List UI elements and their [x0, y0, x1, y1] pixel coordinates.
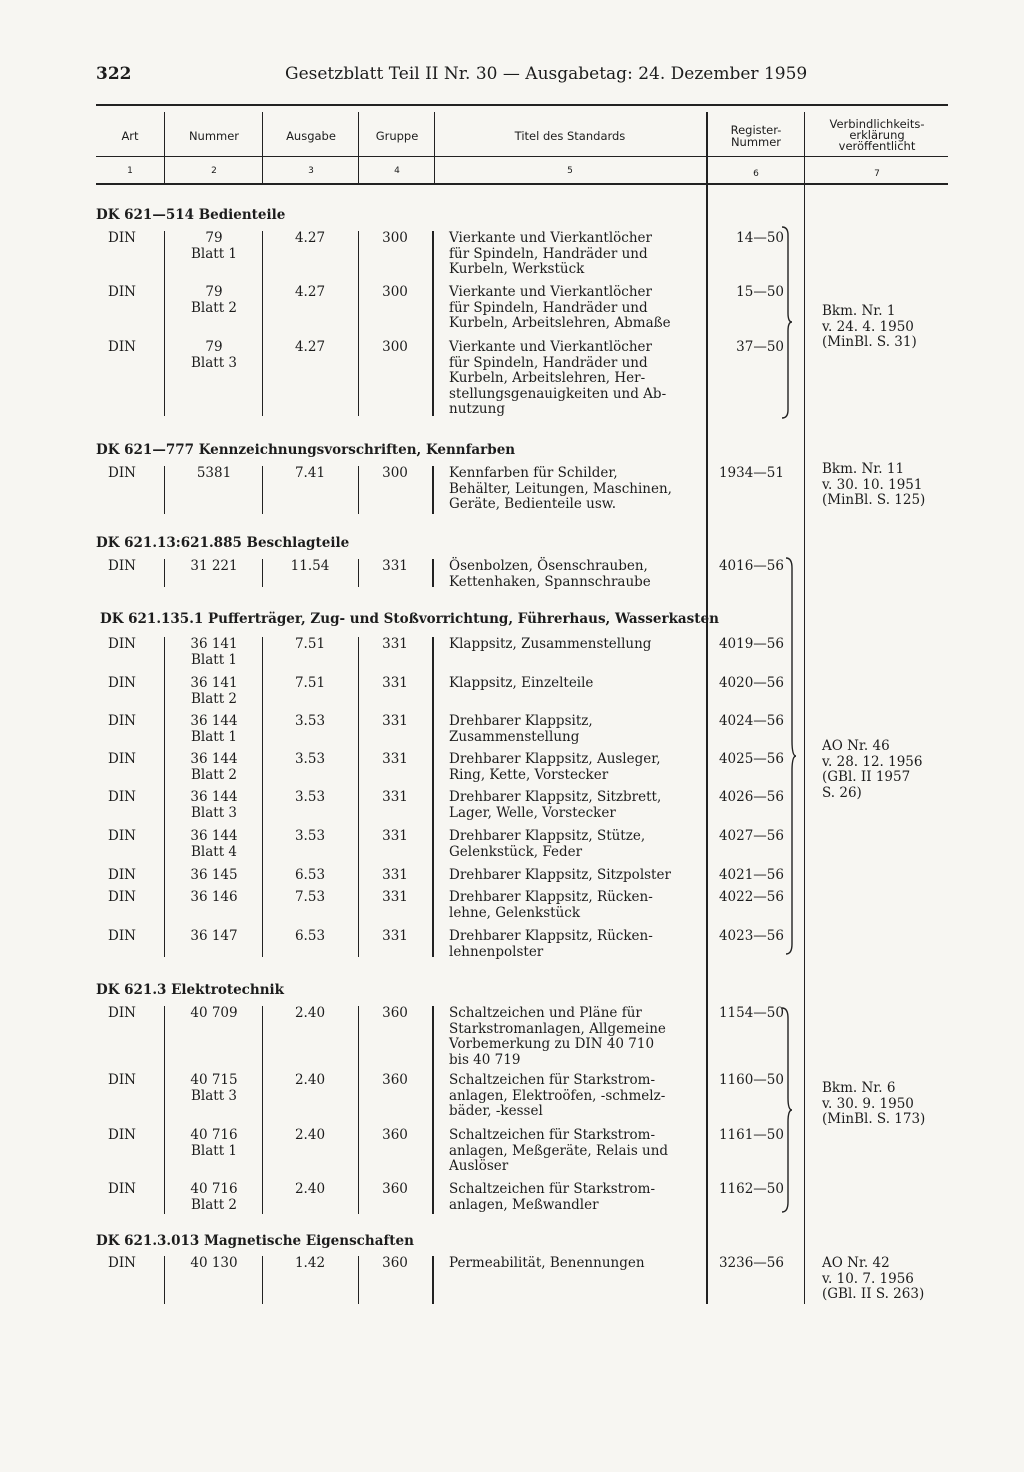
cell-titel: Drehbarer Klappsitz, Stütze, Gelenkstück, Feder	[449, 828, 646, 860]
cell-art: DIN	[108, 1072, 136, 1088]
cell-titel: Schaltzeichen für Starkstrom- anlagen, Elektroöfen, -schmelz- bäder, -kessel	[449, 1072, 666, 1119]
cell-register: 14—50	[736, 230, 784, 246]
column-divider-verbindlich	[804, 112, 805, 1304]
cell-ausgabe: 7.41	[294, 465, 326, 481]
cell-register: 3236—56	[718, 1255, 784, 1271]
cell-ausgabe: 3.53	[294, 713, 326, 729]
brace-group-elektrotechnik	[780, 1006, 794, 1216]
cell-rule	[432, 559, 434, 587]
cell-ausgabe: 3.53	[294, 751, 326, 767]
cell-register: 4016—56	[718, 558, 784, 574]
cell-art: DIN	[108, 636, 136, 652]
section-heading: DK 621—777 Kennzeichnungsvorschriften, Kennfarben	[96, 442, 516, 458]
cell-art: DIN	[108, 558, 136, 574]
cell-titel: Drehbarer Klappsitz, Ausleger, Ring, Kette, Vorstecker	[449, 751, 661, 783]
cell-rule	[432, 466, 434, 514]
cell-ausgabe: 6.53	[294, 928, 326, 944]
cell-register: 1161—50	[718, 1127, 784, 1143]
cell-gruppe: 331	[382, 828, 408, 844]
cell-titel: Vierkante und Vierkantlöcher für Spindeln, Handräder und Kurbeln, Werkstück	[449, 230, 652, 277]
cell-titel: Drehbarer Klappsitz, Sitzpolster	[449, 867, 671, 883]
cell-nummer: 36 146	[190, 889, 238, 905]
cell-ausgabe: 7.51	[294, 636, 326, 652]
cell-rule	[164, 231, 165, 416]
cell-nummer: 36 144 Blatt 2	[190, 751, 238, 783]
col-number-4: 4	[394, 166, 400, 176]
brace-group-bedienteile	[780, 225, 794, 420]
cell-rule	[164, 559, 165, 587]
col-header-register: Register- Nummer	[730, 123, 782, 149]
col-number-2: 2	[211, 166, 217, 176]
cell-register: 4023—56	[718, 928, 784, 944]
cell-nummer: 36 144 Blatt 4	[190, 828, 238, 860]
cell-register: 1162—50	[718, 1181, 784, 1197]
cell-ausgabe: 6.53	[294, 867, 326, 883]
col-number-3: 3	[308, 166, 314, 176]
col-number-5: 5	[567, 166, 573, 176]
header-divider	[164, 112, 165, 184]
cell-titel: Vierkante und Vierkantlöcher für Spindeln, Handräder und Kurbeln, Arbeitslehren, Abmaße	[449, 284, 671, 331]
section-heading: DK 621.3 Elektrotechnik	[96, 982, 284, 998]
cell-gruppe: 300	[382, 465, 408, 481]
cell-rule	[164, 1256, 165, 1304]
cell-art: DIN	[108, 1255, 136, 1271]
cell-gruppe: 331	[382, 558, 408, 574]
cell-gruppe: 300	[382, 284, 408, 300]
cell-gruppe: 300	[382, 230, 408, 246]
cell-ausgabe: 3.53	[294, 789, 326, 805]
cell-nummer: 5381	[196, 465, 232, 481]
col-header-nummer: Nummer	[188, 129, 240, 143]
cell-gruppe: 331	[382, 867, 408, 883]
cell-art: DIN	[108, 751, 136, 767]
cell-titel: Klappsitz, Zusammenstellung	[449, 636, 652, 652]
cell-register: 1160—50	[718, 1072, 784, 1088]
cell-nummer: 79 Blatt 2	[190, 284, 238, 316]
cell-art: DIN	[108, 1005, 136, 1021]
cell-art: DIN	[108, 675, 136, 691]
cell-nummer: 36 141 Blatt 2	[190, 675, 238, 707]
cell-register: 4022—56	[718, 889, 784, 905]
cell-ausgabe: 2.40	[294, 1072, 326, 1088]
cell-gruppe: 360	[382, 1255, 408, 1271]
column-number-rule	[96, 183, 948, 185]
cell-ausgabe: 11.54	[290, 558, 330, 574]
col-header-ausgabe: Ausgabe	[286, 129, 336, 143]
cell-rule	[164, 466, 165, 514]
cell-ausgabe: 2.40	[294, 1181, 326, 1197]
cell-gruppe: 331	[382, 636, 408, 652]
verbindlich-note: AO Nr. 46 v. 28. 12. 1956 (GBl. II 1957 S. 26)	[822, 738, 923, 801]
cell-register: 4025—56	[718, 751, 784, 767]
cell-art: DIN	[108, 889, 136, 905]
cell-nummer: 40 709	[190, 1005, 238, 1021]
verbindlich-note: Bkm. Nr. 11 v. 30. 10. 1951 (MinBl. S. 125)	[822, 461, 926, 508]
brace-group-klappsitz	[784, 556, 798, 956]
table-top-rule	[96, 104, 948, 106]
cell-rule	[432, 1006, 434, 1214]
cell-ausgabe: 3.53	[294, 828, 326, 844]
cell-gruppe: 331	[382, 889, 408, 905]
cell-titel: Permeabilität, Benennungen	[449, 1255, 645, 1271]
cell-titel: Schaltzeichen für Starkstrom- anlagen, Meßwandler	[449, 1181, 656, 1213]
col-header-gruppe: Gruppe	[375, 129, 419, 143]
cell-art: DIN	[108, 713, 136, 729]
cell-nummer: 79 Blatt 3	[190, 339, 238, 371]
section-heading: DK 621.13:621.885 Beschlagteile	[96, 535, 350, 551]
cell-register: 4020—56	[718, 675, 784, 691]
page-title: Gesetzblatt Teil II Nr. 30 — Ausgabetag: 24. Dezember 1959	[285, 64, 808, 84]
cell-titel: Schaltzeichen und Pläne für Starkstromanlagen, Allgemeine Vorbemerkung zu DIN 40 710 bis 40 719	[449, 1005, 666, 1068]
cell-register: 4027—56	[718, 828, 784, 844]
cell-titel: Ösenbolzen, Ösenschrauben, Kettenhaken, Spannschraube	[449, 558, 651, 590]
cell-nummer: 40 716 Blatt 1	[190, 1127, 238, 1159]
cell-art: DIN	[108, 828, 136, 844]
cell-gruppe: 331	[382, 789, 408, 805]
col-number-7: 7	[874, 169, 880, 179]
col-number-1: 1	[127, 166, 133, 176]
verbindlich-note: Bkm. Nr. 1 v. 24. 4. 1950 (MinBl. S. 31)	[822, 303, 917, 350]
cell-register: 1934—51	[718, 465, 784, 481]
cell-register: 4026—56	[718, 789, 784, 805]
cell-gruppe: 331	[382, 675, 408, 691]
cell-titel: Klappsitz, Einzelteile	[449, 675, 594, 691]
cell-nummer: 36 145	[190, 867, 238, 883]
col-header-art: Art	[121, 129, 139, 143]
cell-register: 15—50	[736, 284, 784, 300]
cell-gruppe: 331	[382, 751, 408, 767]
page-number: 322	[96, 64, 132, 84]
cell-nummer: 79 Blatt 1	[190, 230, 238, 262]
cell-rule	[432, 231, 434, 416]
cell-gruppe: 331	[382, 713, 408, 729]
cell-titel: Drehbarer Klappsitz, Zusammenstellung	[449, 713, 593, 745]
cell-art: DIN	[108, 928, 136, 944]
cell-register: 37—50	[736, 339, 784, 355]
cell-gruppe: 300	[382, 339, 408, 355]
section-heading: DK 621—514 Bedienteile	[96, 207, 286, 223]
cell-nummer: 40 716 Blatt 2	[190, 1181, 238, 1213]
header-rule	[96, 156, 948, 157]
section-heading: DK 621.135.1 Pufferträger, Zug- und Stoßvorrichtung, Führerhaus, Wasserkasten	[100, 611, 719, 627]
cell-ausgabe: 4.27	[294, 284, 326, 300]
cell-ausgabe: 4.27	[294, 230, 326, 246]
cell-art: DIN	[108, 867, 136, 883]
cell-nummer: 36 144 Blatt 1	[190, 713, 238, 745]
cell-rule	[262, 231, 263, 416]
header-divider	[434, 112, 435, 184]
col-header-titel: Titel des Standards	[514, 129, 626, 143]
cell-nummer: 40 130	[190, 1255, 238, 1271]
cell-gruppe: 360	[382, 1072, 408, 1088]
cell-art: DIN	[108, 284, 136, 300]
cell-titel: Drehbarer Klappsitz, Sitzbrett, Lager, Welle, Vorstecker	[449, 789, 662, 821]
cell-gruppe: 360	[382, 1127, 408, 1143]
cell-titel: Kennfarben für Schilder, Behälter, Leitungen, Maschinen, Geräte, Bedienteile usw.	[449, 465, 672, 512]
cell-rule	[432, 637, 434, 957]
cell-art: DIN	[108, 339, 136, 355]
cell-ausgabe: 7.51	[294, 675, 326, 691]
cell-nummer: 40 715 Blatt 3	[190, 1072, 238, 1104]
cell-register: 4019—56	[718, 636, 784, 652]
cell-titel: Vierkante und Vierkantlöcher für Spindeln, Handräder und Kurbeln, Arbeitslehren, Her- stellungsgenauigkeiten und Ab- nutzung	[449, 339, 667, 417]
cell-gruppe: 360	[382, 1181, 408, 1197]
header-divider	[358, 112, 359, 184]
cell-ausgabe: 4.27	[294, 339, 326, 355]
cell-nummer: 36 141 Blatt 1	[190, 636, 238, 668]
cell-nummer: 31 221	[190, 558, 238, 574]
verbindlich-note: Bkm. Nr. 6 v. 30. 9. 1950 (MinBl. S. 173)	[822, 1080, 926, 1127]
cell-register: 4024—56	[718, 713, 784, 729]
cell-rule	[164, 637, 165, 957]
cell-nummer: 36 144 Blatt 3	[190, 789, 238, 821]
cell-nummer: 36 147	[190, 928, 238, 944]
cell-gruppe: 360	[382, 1005, 408, 1021]
col-number-6: 6	[753, 169, 759, 179]
cell-rule	[358, 231, 359, 416]
verbindlich-note: AO Nr. 42 v. 10. 7. 1956 (GBl. II S. 263)	[822, 1255, 925, 1302]
cell-titel: Schaltzeichen für Starkstrom- anlagen, Meßgeräte, Relais und Auslöser	[449, 1127, 669, 1174]
section-heading: DK 621.3.013 Magnetische Eigenschaften	[96, 1233, 414, 1249]
cell-gruppe: 331	[382, 928, 408, 944]
cell-art: DIN	[108, 789, 136, 805]
header-divider	[262, 112, 263, 184]
cell-art: DIN	[108, 230, 136, 246]
cell-rule	[164, 1006, 165, 1214]
cell-register: 1154—50	[718, 1005, 784, 1021]
cell-ausgabe: 2.40	[294, 1127, 326, 1143]
col-header-verbindlich: Verbindlichkeits- erklärung veröffentlicht	[829, 117, 925, 153]
cell-register: 4021—56	[718, 867, 784, 883]
cell-ausgabe: 7.53	[294, 889, 326, 905]
cell-titel: Drehbarer Klappsitz, Rücken- lehne, Gelenkstück	[449, 889, 653, 921]
cell-titel: Drehbarer Klappsitz, Rücken- lehnenpolster	[449, 928, 653, 960]
cell-art: DIN	[108, 465, 136, 481]
cell-art: DIN	[108, 1181, 136, 1197]
cell-rule	[432, 1256, 434, 1304]
cell-ausgabe: 2.40	[294, 1005, 326, 1021]
cell-art: DIN	[108, 1127, 136, 1143]
cell-ausgabe: 1.42	[294, 1255, 326, 1271]
